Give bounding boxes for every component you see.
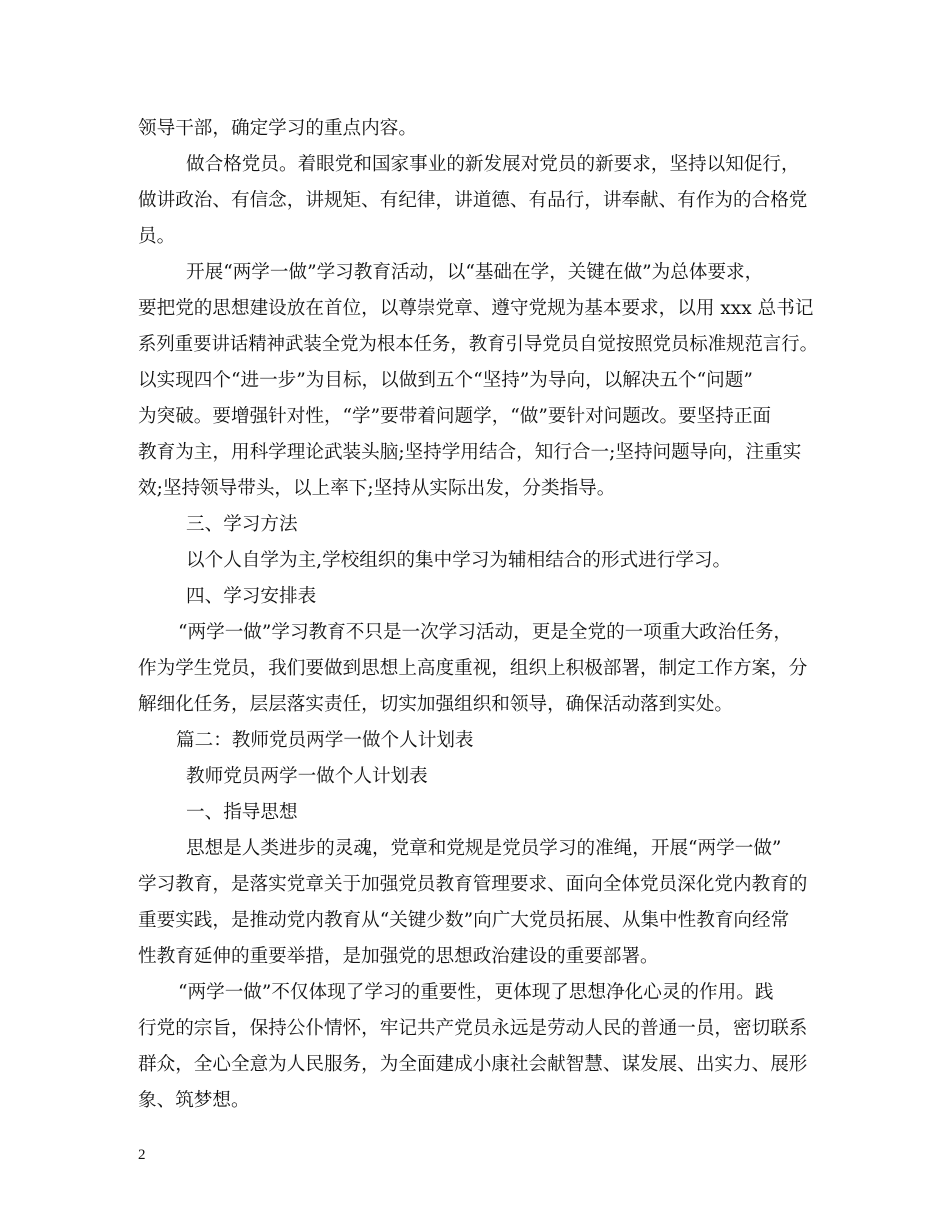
section-heading: 四、学习安排表 xyxy=(186,586,317,607)
text-line: 系列重要讲话精神武装全党为根本任务，教育引导党员自觉按照党员标准规范言行。 xyxy=(138,334,819,355)
text-line: 效;坚持领导带头，以上率下;坚持从实际出发，分类指导。 xyxy=(138,478,616,499)
text-line: 重要实践，是推动党内教育从“关键少数”向广大党员拓展、从集中性教育向经常 xyxy=(138,910,790,931)
text-line: 性教育延伸的重要举措，是加强党的思想政治建设的重要部署。 xyxy=(138,946,659,967)
section-heading: 一、指导思想 xyxy=(186,802,298,823)
section-heading: 三、学习方法 xyxy=(186,514,298,535)
page-number: 2 xyxy=(138,1147,146,1163)
text-line: 为突破。要增强针对性，“学”要带着问题学，“做”要针对问题改。要坚持正面 xyxy=(138,406,772,427)
document-title: 教师党员两学一做个人计划表 xyxy=(186,766,428,787)
text-line: 解细化任务，层层落实责任，切实加强组织和领导，确保活动落到实处。 xyxy=(138,694,734,715)
text-line: 群众，全心全意为人民服务，为全面建成小康社会献智慧、谋发展、出实力、展形 xyxy=(138,1054,808,1075)
text-line: 行党的宗旨，保持公仆情怀，牢记共产党员永远是劳动人民的普通一员，密切联系 xyxy=(138,1018,808,1039)
paragraph-first-line: 做合格党员。着眼党和国家事业的新发展对党员的新要求，坚持以知促行， xyxy=(186,154,800,175)
text-line: 教育为主，用科学理论武装头脑;坚持学用结合，知行合一;坚持问题导向，注重实 xyxy=(138,442,802,463)
text-line: 做讲政治、有信念，讲规矩、有纪律，讲道德、有品行，讲奉献、有作为的合格党 xyxy=(138,190,808,211)
paragraph-first-line: 开展“两学一做”学习教育活动，以“基础在学，关键在做”为总体要求， xyxy=(186,262,764,283)
paragraph-first-line: “两学一做”不仅体现了学习的重要性，更体现了思想净化心灵的作用。践 xyxy=(178,982,774,1003)
paragraph-first-line: 思想是人类进步的灵魂，党章和党规是党员学习的准绳，开展“两学一做” xyxy=(186,838,782,859)
paragraph-first-line: “两学一做”学习教育不只是一次学习活动，更是全党的一项重大政治任务， xyxy=(178,622,793,643)
text-line: 象、筑梦想。 xyxy=(138,1090,250,1111)
section-heading: 篇二：教师党员两学一做个人计划表 xyxy=(176,730,474,751)
text-line: 员。 xyxy=(138,226,176,247)
text-line: 领导干部，确定学习的重点内容。 xyxy=(138,118,417,139)
text-line: 作为学生党员，我们要做到思想上高度重视，组织上积极部署，制定工作方案，分 xyxy=(138,658,808,679)
text-line: 要把党的思想建设放在首位，以尊崇党章、遵守党规为基本要求，以用 xxx 总书记 xyxy=(138,298,814,319)
text-line: 以实现四个“进一步”为目标，以做到五个“坚持”为导向，以解决五个“问题” xyxy=(138,370,753,391)
text-line: 学习教育，是落实党章关于加强党员教育管理要求、面向全体党员深化党内教育的 xyxy=(138,874,808,895)
paragraph-first-line: 以个人自学为主,学校组织的集中学习为辅相结合的形式进行学习。 xyxy=(186,550,732,571)
